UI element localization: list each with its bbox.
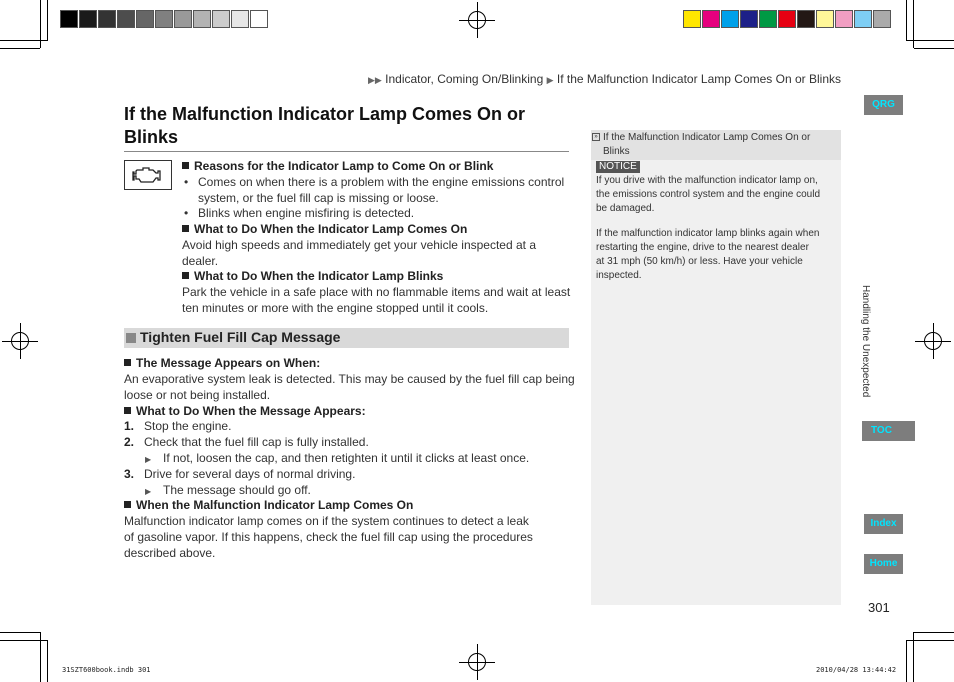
color-swatch xyxy=(60,10,78,28)
result-arrow-icon: ▶ xyxy=(145,487,152,496)
reasons-bullet1-line1: Comes on when there is a problem with the engine emissions control xyxy=(198,175,565,189)
crop-mark xyxy=(47,0,48,40)
mil-body xyxy=(124,513,533,561)
blinks-line2: ten minutes or more with the engine stopped until it cools. xyxy=(182,301,489,315)
comes-on-body xyxy=(182,237,536,269)
step-number: 1. xyxy=(124,419,135,433)
reasons-heading-text: Reasons for the Indicator Lamp to Come On or Blink xyxy=(194,159,494,173)
crop-mark xyxy=(0,640,48,641)
appears-body xyxy=(124,371,575,403)
index-button[interactable]: Index xyxy=(864,514,903,534)
appears-heading xyxy=(124,355,320,371)
color-swatch xyxy=(854,10,872,28)
breadcrumb xyxy=(368,72,841,86)
section-square-icon xyxy=(126,333,136,343)
comes-on-line1: Avoid high speeds and immediately get your vehicle inspected at a xyxy=(182,238,536,252)
reasons-heading xyxy=(182,158,493,174)
appears-heading-text: The Message Appears on When: xyxy=(136,356,321,370)
side-note-paragraph2 xyxy=(596,227,819,283)
color-swatch xyxy=(79,10,97,28)
registration-target xyxy=(459,644,495,680)
blinks-line1: Park the vehicle in a safe place with no flammable items and wait at least xyxy=(182,285,571,299)
comes-on-line2: dealer. xyxy=(182,254,219,268)
color-swatch xyxy=(98,10,116,28)
step-text: Stop the engine. xyxy=(144,419,232,433)
color-swatch xyxy=(778,10,796,28)
side-p2-line4: inspected. xyxy=(596,270,642,281)
crop-mark xyxy=(914,48,954,49)
toc-button[interactable]: TOC xyxy=(862,421,915,441)
arrow-icon: ▶ xyxy=(546,75,554,85)
reasons-bullet1-line2: system, or the fuel fill cap is missing or loose. xyxy=(198,191,439,205)
appears-line1: An evaporative system leak is detected. This may be caused by the fuel fill cap being xyxy=(124,372,575,386)
side-p1-line3: be damaged. xyxy=(596,203,655,214)
mil-line3: described above. xyxy=(124,546,216,560)
color-swatch xyxy=(117,10,135,28)
result-arrow-icon: ▶ xyxy=(145,455,152,464)
page-title-line2: Blinks xyxy=(124,127,179,147)
color-swatch xyxy=(250,10,268,28)
section-header xyxy=(124,328,569,348)
bullet-dot: • xyxy=(184,206,189,220)
breadcrumb-link-indicator[interactable]: Indicator, Coming On/Blinking xyxy=(385,72,544,86)
footer-datetime: 2010/04/28 13:44:42 xyxy=(816,666,897,674)
step-note: The message should go off. xyxy=(163,483,311,497)
qrg-button[interactable]: QRG xyxy=(864,95,903,115)
side-note-title xyxy=(603,131,810,159)
crop-mark xyxy=(906,40,954,41)
step-text: Check that the fuel fill cap is fully installed. xyxy=(144,435,369,449)
side-p2-line2: restarting the engine, drive to the nearest dealer xyxy=(596,242,809,253)
color-swatch xyxy=(155,10,173,28)
color-swatch xyxy=(174,10,192,28)
bullet-dot: • xyxy=(184,175,189,189)
color-swatch xyxy=(740,10,758,28)
side-note-title-line2: Blinks xyxy=(603,146,630,157)
color-swatch xyxy=(759,10,777,28)
page-title xyxy=(124,103,554,149)
side-p2-line3: at 31 mph (50 km/h) or less. Have your vehicle xyxy=(596,256,803,267)
breadcrumb-current: If the Malfunction Indicator Lamp Comes On or Blinks xyxy=(556,72,841,86)
notice-badge: NOTICE xyxy=(596,161,640,173)
step-number: 3. xyxy=(124,467,135,481)
blinks-heading-text: What to Do When the Indicator Lamp Blinks xyxy=(194,269,444,283)
blinks-body xyxy=(182,284,570,316)
step-note: If not, loosen the cap, and then retighten it until it clicks at least once. xyxy=(163,451,530,465)
crop-mark xyxy=(906,640,954,641)
color-swatch xyxy=(721,10,739,28)
step-text: Drive for several days of normal driving. xyxy=(144,467,356,481)
comes-on-heading xyxy=(182,221,467,237)
crop-mark xyxy=(47,640,48,682)
blinks-heading xyxy=(182,268,443,284)
comes-on-heading-text: What to Do When the Indicator Lamp Comes On xyxy=(194,222,468,236)
registration-target xyxy=(459,2,495,38)
crop-mark xyxy=(0,48,40,49)
color-swatch xyxy=(835,10,853,28)
color-swatch xyxy=(816,10,834,28)
home-button[interactable]: Home xyxy=(864,554,903,574)
color-swatch xyxy=(683,10,701,28)
registration-target xyxy=(915,323,951,359)
appears-line2: loose or not being installed. xyxy=(124,388,271,402)
crop-mark xyxy=(914,632,954,633)
engine-check-icon xyxy=(124,160,172,190)
side-note-paragraph1 xyxy=(596,174,820,216)
color-swatch xyxy=(873,10,891,28)
registration-target xyxy=(2,323,38,359)
note-icon: » xyxy=(592,133,600,141)
crop-mark xyxy=(0,40,48,41)
crop-mark xyxy=(906,0,907,40)
footer-file-info: 31SZT600book.indb 301 xyxy=(62,666,151,674)
mil-heading-text: When the Malfunction Indicator Lamp Comes On xyxy=(136,498,414,512)
reasons-bullet1 xyxy=(198,174,564,206)
side-p2-line1: If the malfunction indicator lamp blinks again when xyxy=(596,228,820,239)
step-number: 2. xyxy=(124,435,135,449)
side-note-title-line1: If the Malfunction Indicator Lamp Comes On or xyxy=(603,132,811,143)
page-title-line1: If the Malfunction Indicator Lamp Comes On or xyxy=(124,104,526,124)
color-swatch xyxy=(212,10,230,28)
color-swatch xyxy=(136,10,154,28)
side-p1-line1: If you drive with the malfunction indicator lamp on, xyxy=(596,175,818,186)
side-p1-line2: the emissions control system and the engine could xyxy=(596,189,821,200)
crop-mark xyxy=(0,632,40,633)
section-title: Tighten Fuel Fill Cap Message xyxy=(140,329,341,345)
title-divider xyxy=(124,151,569,152)
reasons-bullet2: Blinks when engine misfiring is detected. xyxy=(198,206,415,220)
crop-mark xyxy=(906,640,907,682)
mil-heading xyxy=(124,497,413,513)
chapter-tab-label: Handling the Unexpected xyxy=(860,285,871,398)
double-arrow-icon: ▶▶ xyxy=(367,75,382,85)
todo-heading xyxy=(124,403,366,419)
color-swatch xyxy=(193,10,211,28)
mil-line1: Malfunction indicator lamp comes on if the system continues to detect a leak xyxy=(124,514,529,528)
color-swatch xyxy=(797,10,815,28)
color-swatch xyxy=(231,10,249,28)
color-swatch xyxy=(702,10,720,28)
page-number: 301 xyxy=(868,600,890,615)
todo-heading-text: What to Do When the Message Appears: xyxy=(136,404,366,418)
mil-line2: of gasoline vapor. If this happens, check the fuel fill cap using the procedures xyxy=(124,530,533,544)
